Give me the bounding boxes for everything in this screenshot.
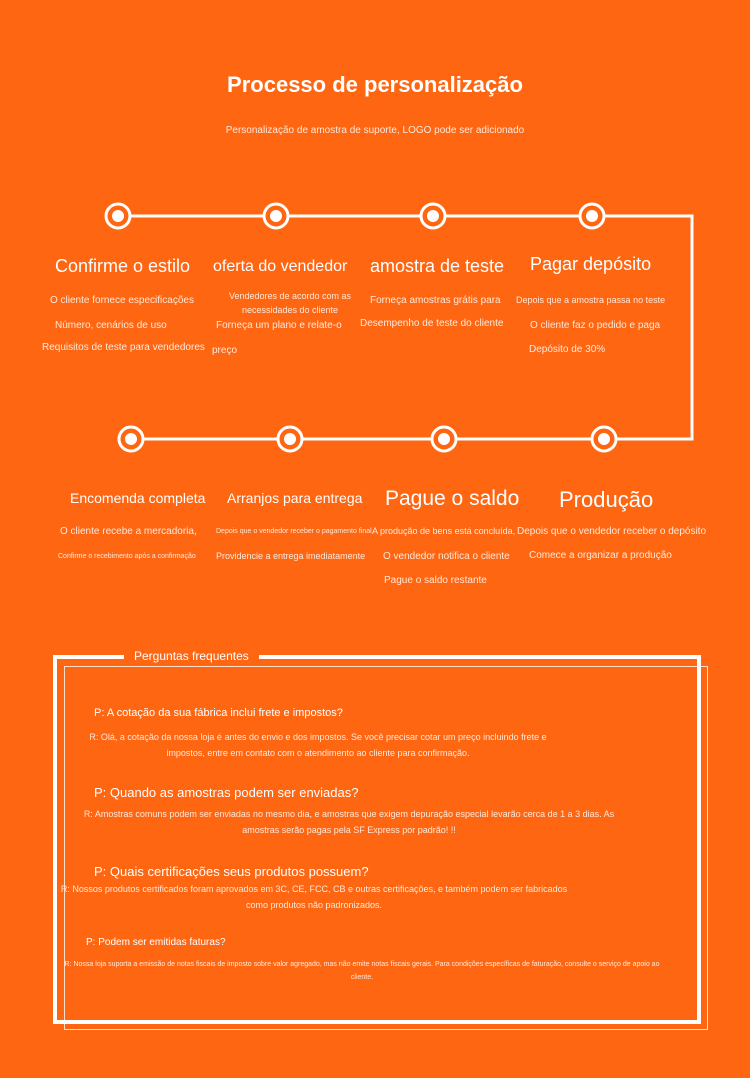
step-line: Forneça um plano e relate-o: [216, 320, 342, 331]
step-title: Confirme o estilo: [55, 256, 191, 276]
step-line: Número, cenários de uso: [55, 320, 167, 331]
faq-answer: R: Amostras comuns podem ser enviadas no mesmo dia, e amostras que exigem depuração especial levarão cerca de 1 a 3 dias. As amostras serão pagas pela SF Express por padrão! !!: [83, 809, 615, 835]
step-marker: [278, 427, 302, 451]
step-marker: [592, 427, 616, 451]
faq-question: P: Quais certificações seus produtos possuem?: [94, 864, 369, 879]
step-line: Comece a organizar a produção: [529, 550, 672, 561]
step-line: Depois que o vendedor receber o depósito: [517, 526, 707, 537]
step-line: O vendedor notifica o cliente: [383, 551, 510, 562]
step-line: preço: [212, 345, 238, 356]
step-marker: [106, 204, 130, 228]
step-line: O cliente fornece especificações: [50, 295, 194, 306]
faq-question: P: Podem ser emitidas faturas?: [86, 937, 226, 948]
step-line: Depósito de 30%: [529, 344, 606, 355]
step-line: A produção de bens está concluída,: [372, 526, 516, 536]
step-line: O cliente recebe a mercadoria,: [60, 526, 197, 537]
step-title: oferta do vendedor: [213, 258, 348, 275]
step-line: O cliente faz o pedido e paga: [530, 320, 661, 331]
step-marker: [264, 204, 288, 228]
step-line: Providencie a entrega imediatamente: [216, 551, 366, 561]
step-marker: [119, 427, 143, 451]
step-marker: [432, 427, 456, 451]
step-line: Depois que a amostra passa no teste: [516, 295, 666, 305]
page-title: Processo de personalização: [227, 72, 523, 97]
faq-answer: R: Nossa loja suporta a emissão de notas fiscais de imposto sobre valor agregado, mas não emite notas fiscais gerais. Para condições específicas de faturação, consulte o serviço de apoio ao cliente.: [64, 961, 660, 981]
step-marker: [421, 204, 445, 228]
step-line: Depois que o vendedor receber o pagamento final: [216, 528, 372, 535]
faq-answer: R: Olá, a cotação da nossa loja é antes do envio e dos impostos. Se você precisar cotar um preço incluindo frete e impostos, entre em contato com o atendimento ao cliente para confirmação.: [89, 732, 547, 758]
faq-question: P: Quando as amostras podem ser enviadas?: [94, 785, 359, 800]
step-line: Forneça amostras grátis para: [370, 295, 501, 306]
step-title: Pague o saldo: [385, 487, 520, 510]
step-title: Produção: [559, 487, 654, 512]
step-title: Arranjos para entrega: [227, 490, 363, 506]
step-line: Requisitos de teste para vendedores: [42, 342, 205, 353]
step-line: Confirme o recebimento após a confirmação: [58, 553, 196, 560]
step-line: Pague o saldo restante: [384, 575, 487, 586]
step-line: Vendedores de acordo com as necessidades do cliente: [228, 291, 352, 315]
step-title: Pagar depósito: [530, 254, 652, 274]
faq-heading: Perguntas frequentes: [124, 649, 259, 663]
step-line: Desempenho de teste do cliente: [360, 318, 504, 329]
page-subtitle: Personalização de amostra de suporte, LOGO pode ser adicionado: [225, 125, 525, 136]
step-title: amostra de teste: [370, 256, 505, 276]
faq-answer: R: Nossos produtos certificados foram aprovados em 3C, CE, FCC, CB e outras certificações, e também podem ser fabricados como produtos não padronizados.: [60, 884, 568, 910]
step-title: Encomenda completa: [70, 490, 206, 506]
step-marker: [580, 204, 604, 228]
faq-question: P: A cotação da sua fábrica inclui frete e impostos?: [94, 707, 343, 719]
